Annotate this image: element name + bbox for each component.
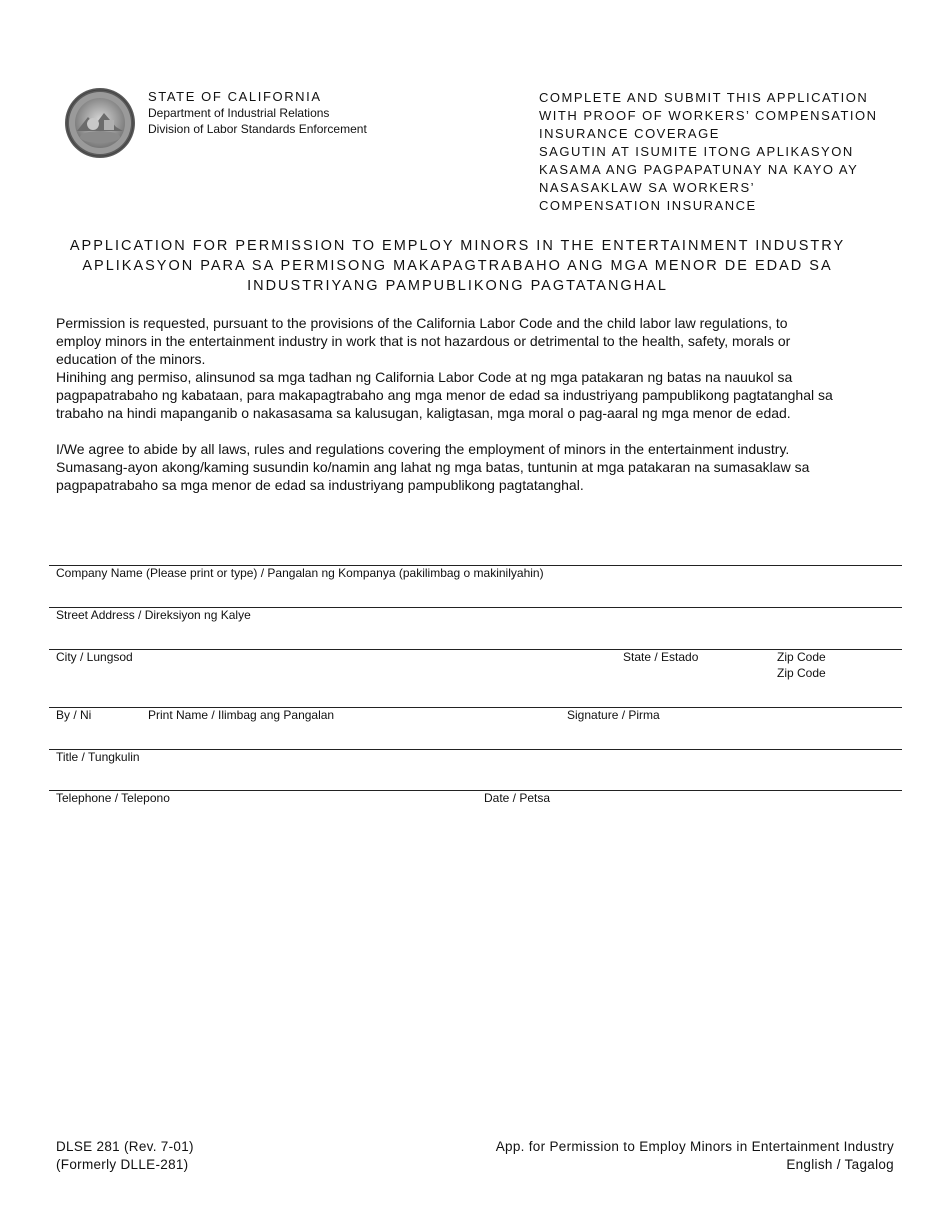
body-line: I/We agree to abide by all laws, rules and regulations covering the employment of minors in the entertainment industry.: [56, 441, 790, 457]
formerly-number: (Formerly DLLE-281): [56, 1157, 189, 1172]
title-line-field[interactable]: [49, 749, 902, 750]
state-label: State / Estado: [623, 650, 699, 664]
street-address-label: Street Address / Direksiyon ng Kalye: [56, 608, 251, 622]
form-title: [30, 236, 885, 296]
body-line: pagpapatrabaho ng kabataan, para makapagtrabaho ang mga menor de edad sa industriyang pampublikong pagtatanghal sa: [56, 387, 833, 403]
agency-block: [148, 89, 367, 137]
state-name: STATE OF CALIFORNIA: [148, 89, 322, 104]
instruction-line: NASASAKLAW SA WORKERS’: [539, 180, 756, 195]
paragraph-gap: [56, 422, 906, 440]
footer-language: English / Tagalog: [786, 1157, 894, 1172]
telephone-date-line[interactable]: [49, 790, 902, 791]
telephone-label: Telephone / Telepono: [56, 791, 170, 805]
zip-code-label-secondary: Zip Code: [777, 666, 826, 680]
body-line: employ minors in the entertainment industry in work that is not hazardous or detrimental to the health, safety, morals or: [56, 333, 791, 349]
instruction-line: SAGUTIN AT ISUMITE ITONG APLIKASYON: [539, 144, 854, 159]
title-line: APPLICATION FOR PERMISSION TO EMPLOY MINORS IN THE ENTERTAINMENT INDUSTRY: [69, 238, 846, 254]
print-name-label: Print Name / Ilimbag ang Pangalan: [148, 708, 335, 722]
instruction-line: INSURANCE COVERAGE: [539, 126, 720, 141]
footer-title: App. for Permission to Employ Minors in Entertainment Industry: [495, 1139, 894, 1154]
department-name: Department of Industrial Relations: [148, 106, 330, 120]
instruction-line: COMPLETE AND SUBMIT THIS APPLICATION: [539, 90, 869, 105]
instruction-line: KASAMA ANG PAGPAPATUNAY NA KAYO AY: [539, 162, 859, 177]
body-line: education of the minors.: [56, 351, 206, 367]
city-label: City / Lungsod: [56, 650, 133, 664]
by-label: By / Ni: [56, 708, 92, 722]
submission-instructions: [539, 89, 919, 215]
title-label: Title / Tungkulin: [56, 750, 140, 764]
instruction-line: WITH PROOF OF WORKERS’ COMPENSATION: [539, 108, 878, 123]
company-name-label: Company Name (Please print or type) / Pangalan ng Kompanya (pakilimbag o makinilyahin): [56, 566, 544, 580]
division-name: Division of Labor Standards Enforcement: [148, 122, 367, 136]
form-number: DLSE 281 (Rev. 7-01): [56, 1139, 194, 1154]
footer-form-title: [496, 1138, 894, 1174]
form-body: [56, 314, 906, 494]
body-line: Hinihing ang permiso, alinsunod sa mga tadhan ng California Labor Code at ng mga patakaran ng batas na nauukol sa: [56, 369, 793, 385]
zip-code-label: Zip Code: [777, 650, 826, 664]
body-line: Permission is requested, pursuant to the provisions of the California Labor Code and the child labor law regulations, to: [56, 315, 788, 331]
city-state-zip-line[interactable]: [49, 649, 902, 650]
date-label: Date / Petsa: [484, 791, 551, 805]
footer-form-id: [56, 1138, 194, 1174]
body-line: pagpapatrabaho sa mga menor de edad sa industriyang pampublikong pagtatanghal.: [56, 477, 584, 493]
title-line: INDUSTRIYANG PAMPUBLIKONG PAGTATANGHAL: [247, 278, 668, 294]
body-line: trabaho na hindi mapanganib o nakasasama sa kalusugan, kaligtasan, mga moral o pag-aaral ng mga menor de edad.: [56, 405, 791, 421]
instruction-line: COMPENSATION INSURANCE: [539, 198, 757, 213]
body-line: Sumasang-ayon akong/kaming susundin ko/namin ang lahat ng mga batas, tuntunin at mga patakaran na sumasaklaw sa: [56, 459, 810, 475]
title-line: APLIKASYON PARA SA PERMISONG MAKAPAGTRABAHO ANG MGA MENOR DE EDAD SA: [82, 258, 833, 274]
signature-label: Signature / Pirma: [567, 708, 660, 722]
california-state-seal-icon: [64, 87, 136, 159]
